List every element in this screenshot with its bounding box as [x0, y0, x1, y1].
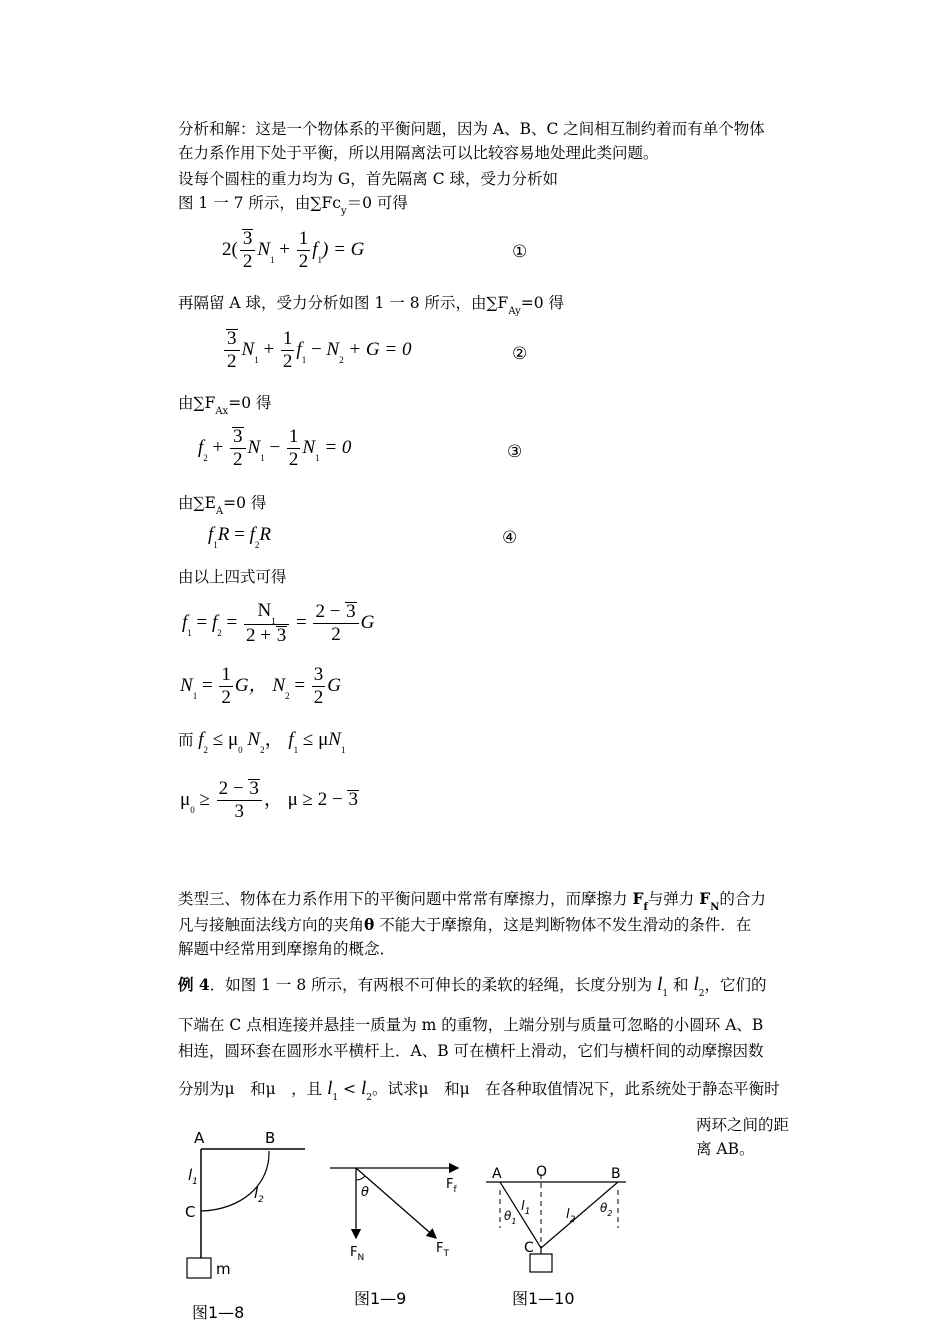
- label-m: m: [216, 1260, 231, 1278]
- label-o: O: [536, 1164, 548, 1180]
- label-a: A: [194, 1129, 205, 1147]
- result-inequality: 而 $f_2 \le \mu_0$ $N_2$， $f_1 \le \mu N_1$: [178, 729, 346, 755]
- combine-text: 由以上四式可得: [178, 568, 287, 586]
- equation-4-number: ④: [502, 528, 518, 548]
- type3-line-3: 解题中经常用到摩擦角的概念．: [178, 940, 396, 958]
- label-l1: $l_1$: [188, 1166, 198, 1187]
- label-theta: θ: [361, 1185, 369, 1200]
- fax-text: 由$\sum F_{Ax}=0$ 得: [178, 394, 272, 417]
- analysis-line-1: 分析和解：这是一个物体系的平衡问题，因为 A、B、C 之间相互制约着而有单个物体: [178, 120, 765, 138]
- caption-1-9: 图1—9: [354, 1289, 407, 1308]
- label-ff: $F_f$: [446, 1177, 457, 1195]
- type3-line-2: 凡与接触面法线方向的夹角θ 不能大于摩擦角，这是判断物体不发生滑动的条件．在: [178, 915, 752, 934]
- figure-1-8: [180, 1126, 320, 1326]
- label-c: C: [185, 1203, 196, 1221]
- example4-line-3: 相连，圆环套在圆形水平横杆上．A、B 可在横杆上滑动，它们与横杆间的动摩擦因数: [178, 1042, 764, 1060]
- equation-1-number: ①: [512, 242, 528, 262]
- example4-line-5a: 两环之间的距: [696, 1116, 790, 1134]
- analysis-line-2: 在力系作用下处于平衡，所以用隔离法可以比较容易地处理此类问题。: [178, 144, 659, 162]
- equation-2-number: ②: [512, 344, 528, 364]
- weight-box: [187, 1258, 211, 1278]
- label-l1: $l_1$: [521, 1199, 531, 1217]
- figure-1-10: [482, 1160, 632, 1316]
- caption-1-8: 图1—8: [192, 1303, 245, 1322]
- equation-4: $f_1R = f_2R$: [208, 524, 271, 550]
- label-ft: $F_T$: [436, 1241, 449, 1259]
- label-b: B: [265, 1129, 276, 1147]
- angle-arc: [356, 1176, 365, 1180]
- caption-1-10: 图1—10: [512, 1289, 575, 1308]
- equation-1: 2( $\frac{3}{2}$ $N_1$ + $\frac{1}{2}$ $f_1) = G$: [222, 228, 365, 272]
- example4-line-5b: 离 AB。: [696, 1140, 755, 1158]
- label-c: C: [524, 1240, 534, 1256]
- label-l2: $l_2$: [566, 1207, 576, 1225]
- analysis-line-4: 图 1 一 7 所示，由$\sum Fc_y=0$ 可得: [178, 194, 408, 217]
- result-mu: $\mu_0$ ≥ $\frac{2 - 3}{3}$ ， μ ≥ 2 − 3: [180, 778, 358, 822]
- equation-2: $\frac{3}{2}$ $N_1$ + $\frac{1}{2}$ $f_1 - N_2 + G = 0$: [222, 328, 411, 373]
- label-theta2: $\theta_2$: [600, 1201, 613, 1218]
- type3-line-1: 类型三、物体在力系作用下的平衡问题中常常有摩擦力，而摩擦力 $F_f$与弹力 $F_N$的合力: [178, 889, 766, 913]
- analysis-line-3: 设每个圆柱的重力均为 G，首先隔离 C 球，受力分析如: [178, 170, 559, 188]
- label-a: A: [492, 1166, 502, 1182]
- isolate-a-text: 再隔留 A 球，受力分析如图 1 一 8 所示，由$\sum F_{Ay}=0$ 得: [178, 294, 565, 317]
- result-f: $f_1 = f_2$ = $\frac{N_1}{2 + 3}$ = $\frac{2 - 3}{2}$ G: [182, 600, 375, 646]
- equation-3: $f_2$ + $\frac{3}{2}$ $N_1$ − $\frac{1}{2}$ $N_1 = 0$: [198, 426, 352, 470]
- weight-box: [530, 1254, 552, 1272]
- label-b: B: [611, 1166, 621, 1182]
- result-n: $N_1$ = $\frac{1}{2}$ G， $N_2$ = $\frac{3}{2}$ G: [180, 664, 342, 708]
- example4-line-2: 下端在 C 点相连接并悬挂一质量为 m 的重物，上端分别与质量可忽略的小圆环 A、B: [178, 1016, 764, 1034]
- label-theta1: $\theta_1$: [504, 1209, 517, 1226]
- figure-1-9: [326, 1158, 476, 1314]
- label-l2: $l_2$: [254, 1184, 264, 1205]
- arrow-ft: [356, 1168, 436, 1238]
- equation-3-number: ③: [507, 442, 523, 462]
- ea-text: 由$\sum E_A=0$ 得: [178, 494, 267, 517]
- label-fn: $F_N$: [350, 1245, 365, 1263]
- example4-line-4: 分别为μ 和μ ，且 $l_1 < l_2$。试求μ 和μ 在各种取值情况下，此系统处于静态平衡时: [178, 1078, 780, 1103]
- example4-line-1: 例 4．如图 1 一 8 所示，有两根不可伸长的柔软的轻绳，长度分别为 $l_1$ 和 $l_2$，它们的: [178, 974, 767, 999]
